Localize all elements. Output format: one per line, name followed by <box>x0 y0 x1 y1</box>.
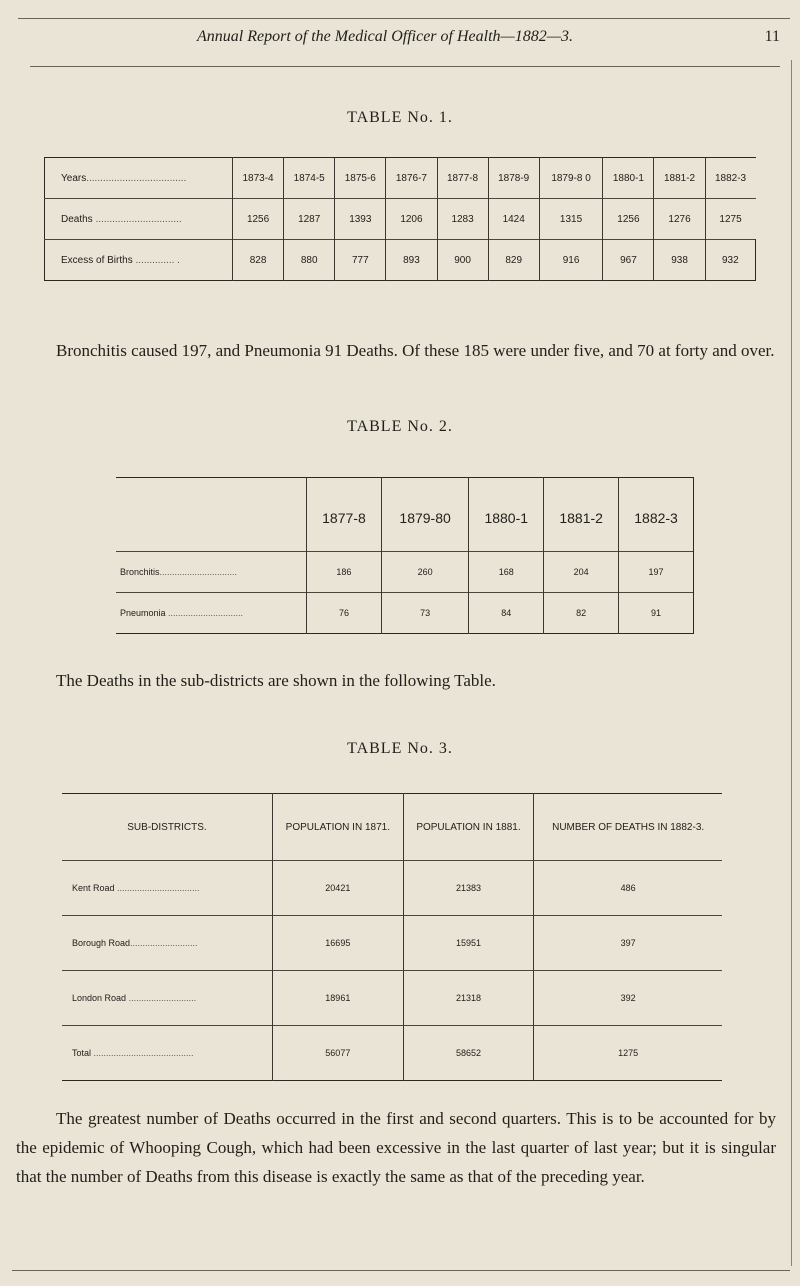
table-cell: 76 <box>307 593 382 634</box>
table-cell: 1275 <box>534 1026 722 1081</box>
table-cell: 967 <box>603 240 654 281</box>
column-header: NUMBER OF DEATHS IN 1882-3. <box>534 794 722 861</box>
table-cell: 1315 <box>539 199 603 240</box>
table-cell: 486 <box>534 861 722 916</box>
table-cell: 880 <box>284 240 335 281</box>
table-cell: 84 <box>469 593 544 634</box>
table-cell: 397 <box>534 916 722 971</box>
table-cell: 58652 <box>403 1026 534 1081</box>
table-cell: 1275 <box>705 199 755 240</box>
table3-title: TABLE No. 3. <box>347 740 453 757</box>
row-label: Years.................................... <box>61 172 187 184</box>
table-row <box>62 861 722 916</box>
table-cell: 932 <box>705 240 755 281</box>
table-cell: 938 <box>654 240 705 281</box>
column-header: 1881-2 <box>544 478 619 552</box>
table1-title: TABLE No. 1. <box>347 109 453 126</box>
column-header: 1877-8 <box>307 478 382 552</box>
column-header: POPULATION IN 1881. <box>403 794 534 861</box>
table-cell: 900 <box>437 240 488 281</box>
row-label: Bronchitis............................... <box>116 552 307 593</box>
page-header <box>20 28 790 54</box>
table-cell: 828 <box>233 240 284 281</box>
table-cell: 1424 <box>488 199 539 240</box>
table-cell: 893 <box>386 240 437 281</box>
table2-title: TABLE No. 2. <box>347 418 453 435</box>
top-rule <box>18 18 790 19</box>
table-cell: 1881-2 <box>654 158 705 199</box>
paragraph-whooping-cough: The greatest number of Deaths occurred in the first and second quarters. This is to be accounted for by the epidemic of Whooping Cough, which had been excessive in the last quarter of last year; but it is singular that the number of Deaths from this disease is exactly the same as that of the preceding year. <box>16 1109 776 1186</box>
table-cell: 1877-8 <box>437 158 488 199</box>
paragraph-subdistricts: The Deaths in the sub-districts are shown in the following Table. <box>56 671 496 690</box>
header-rule <box>30 66 780 67</box>
row-label: Borough Road........................... <box>62 916 273 971</box>
table-row <box>45 158 756 199</box>
running-title: Annual Report of the Medical Officer of Health—1882—3. <box>197 28 573 45</box>
table-cell: 197 <box>619 552 694 593</box>
row-label: Excess of Births .............. . <box>45 240 233 281</box>
table-cell: 1393 <box>335 199 386 240</box>
table-cell: 1256 <box>233 199 284 240</box>
column-header: POPULATION IN 1871. <box>273 794 404 861</box>
table-cell: 1287 <box>284 199 335 240</box>
page-number: 11 <box>764 28 780 45</box>
column-header: SUB-DISTRICTS. <box>127 821 207 833</box>
table-cell: 73 <box>381 593 468 634</box>
table-cell: 56077 <box>273 1026 404 1081</box>
table-cell: 777 <box>335 240 386 281</box>
column-header: 1882-3 <box>619 478 694 552</box>
table-cell: 1873-4 <box>233 158 284 199</box>
table-cell: 1256 <box>603 199 654 240</box>
row-label: Pneumonia .............................. <box>116 593 307 634</box>
table-header-row <box>62 794 722 861</box>
table1 <box>44 157 756 281</box>
table-cell: 1876-7 <box>386 158 437 199</box>
table-cell: 1879-8 0 <box>539 158 603 199</box>
table-row <box>45 199 756 240</box>
column-header: 1879-80 <box>381 478 468 552</box>
column-header: 1880-1 <box>469 478 544 552</box>
table-row <box>62 916 722 971</box>
row-label: Total ........................................ <box>62 1026 273 1081</box>
table-cell: 15951 <box>403 916 534 971</box>
table-cell: 91 <box>619 593 694 634</box>
table-cell: 1878-9 <box>488 158 539 199</box>
table-header-row <box>116 478 694 552</box>
table-cell: 21318 <box>403 971 534 1026</box>
table-cell: 1875-6 <box>335 158 386 199</box>
table-row <box>62 971 722 1026</box>
table-cell: 16695 <box>273 916 404 971</box>
header-blank-cell <box>116 478 307 552</box>
table-cell: 18961 <box>273 971 404 1026</box>
table-cell: 1206 <box>386 199 437 240</box>
table-row <box>116 552 694 593</box>
table-cell: 829 <box>488 240 539 281</box>
table-cell: 1276 <box>654 199 705 240</box>
row-label: Deaths ............................... <box>45 199 233 240</box>
table-cell: 21383 <box>403 861 534 916</box>
table-cell: 204 <box>544 552 619 593</box>
table-cell: 20421 <box>273 861 404 916</box>
table-cell: 1880-1 <box>603 158 654 199</box>
table-row <box>45 240 756 281</box>
table-cell: 1874-5 <box>284 158 335 199</box>
table-row <box>62 1026 722 1081</box>
page-edge-line <box>791 60 792 1266</box>
table3 <box>62 793 722 1081</box>
table2 <box>116 477 694 634</box>
table-cell: 168 <box>469 552 544 593</box>
row-label: London Road ........................... <box>62 971 273 1026</box>
table-row <box>116 593 694 634</box>
paragraph-bronchitis: Bronchitis caused 197, and Pneumonia 91 Deaths. Of these 185 were under five, and 70 at forty and over. <box>56 341 775 360</box>
table-cell: 1882-3 <box>705 158 755 199</box>
table-cell: 1283 <box>437 199 488 240</box>
bottom-rule <box>12 1270 790 1271</box>
row-label: Kent Road ................................. <box>62 861 273 916</box>
table-cell: 916 <box>539 240 603 281</box>
table-cell: 82 <box>544 593 619 634</box>
table-cell: 392 <box>534 971 722 1026</box>
table-cell: 186 <box>307 552 382 593</box>
table-cell: 260 <box>381 552 468 593</box>
